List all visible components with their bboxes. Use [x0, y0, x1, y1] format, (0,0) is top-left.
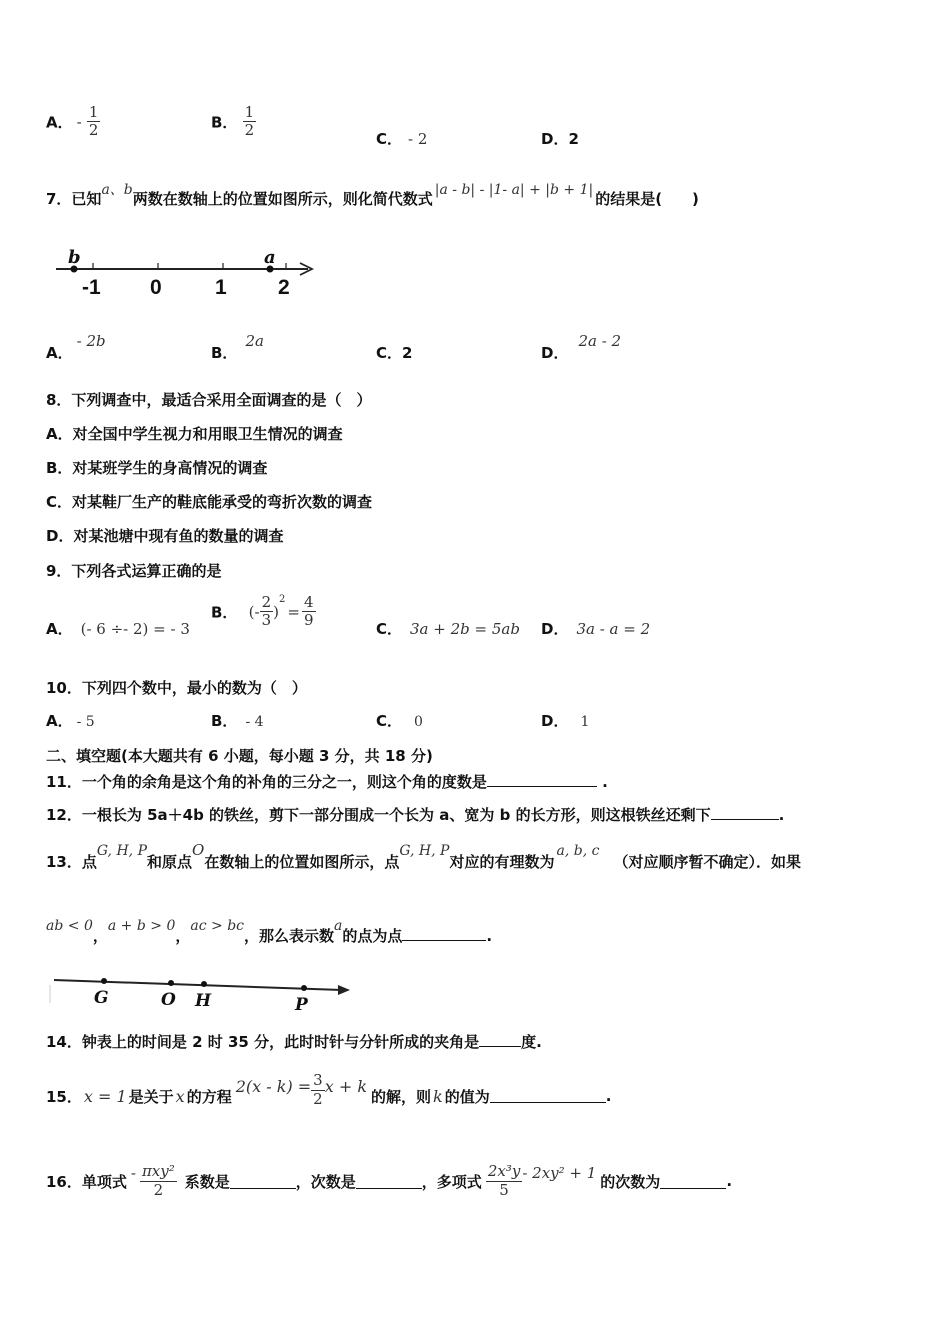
- point-label-p: P: [295, 995, 308, 1014]
- q7-stem: 7．已知a、b两数在数轴上的位置如图所示，则化简代数式 |a - b| - |1- a| + |b + 1| 的结果是( ): [46, 182, 699, 208]
- q9-option-c: C． 3a + 2b = 5ab: [376, 620, 520, 638]
- q9-stem: 9．下列各式运算正确的是: [46, 562, 222, 580]
- point-g: [101, 978, 107, 984]
- q7-option-b: B．2a: [211, 332, 264, 362]
- tick-label: 0: [150, 276, 162, 299]
- answer-blank[interactable]: [660, 1187, 726, 1189]
- q13-line1: 13．点G, H, P和原点O在数轴上的位置如图所示，点G, H, P对应的有理数为a, b, c（对应顺序暂不确定）．如果: [46, 841, 801, 871]
- q7-option-c: C．2: [376, 344, 413, 362]
- answer-blank[interactable]: [356, 1187, 422, 1189]
- q9-option-a: A． (- 6 ÷- 2) = - 3: [46, 620, 190, 638]
- q13-line2: ab < 0，a + b > 0，ac > bc，那么表示数a的点为点 .: [46, 918, 493, 945]
- q10-option-b: B． - 4: [211, 712, 264, 730]
- answer-blank[interactable]: [230, 1187, 296, 1189]
- q8-option-c: C．对某鞋厂生产的鞋底能承受的弯折次数的调查: [46, 493, 373, 511]
- point-label-o: O: [161, 990, 176, 1010]
- fraction: $\frac{\text{2x³y}}{5}$: [487, 1162, 521, 1199]
- q8-stem: 8．下列调查中，最适合采用全面调查的是（ ）: [46, 391, 372, 409]
- q16: 16．单项式 - $\frac{\text{πxy²}}{2}$ 系数是 ，次数是 ，多项式 $\frac{\text{2x³y}}{5}$ - 2xy² + 1 的次数为 .: [46, 1162, 733, 1199]
- fraction: $\frac{1}{2}$: [244, 103, 255, 140]
- q11: 11．一个角的余角是这个角的补角的三分之一，则这个角的度数是 .: [46, 773, 608, 791]
- q7-number-line: [50, 246, 320, 302]
- q6-option-a: A． - $\frac{1}{2}$: [46, 103, 99, 140]
- q14: 14．钟表上的时间是 2 时 35 分，此时时针与分针所成的夹角是 度.: [46, 1033, 542, 1051]
- fraction: $\frac{3}{2}$: [313, 1071, 323, 1108]
- answer-blank[interactable]: [490, 1101, 606, 1103]
- answer-blank[interactable]: [402, 939, 486, 941]
- q8-option-a: A．对全国中学生视力和用眼卫生情况的调查: [46, 425, 343, 443]
- point-p: [301, 985, 307, 991]
- answer-blank[interactable]: [479, 1045, 521, 1047]
- tick-label: 2: [278, 276, 290, 299]
- q7-option-a: A．- 2b: [46, 332, 106, 362]
- q6-option-c: C． - 2: [376, 130, 428, 148]
- point-o: [168, 980, 174, 986]
- answer-blank[interactable]: [711, 818, 779, 820]
- q10-stem: 10．下列四个数中，最小的数为（ ）: [46, 679, 307, 697]
- q7-option-d: D．2a - 2: [541, 332, 622, 362]
- q8-option-d: D．对某池塘中现有鱼的数量的调查: [46, 527, 284, 545]
- fraction: $\frac{1}{2}$: [88, 103, 99, 140]
- point-label-b: b: [68, 247, 81, 268]
- q10-option-c: C． 0: [376, 712, 423, 730]
- q8-option-b: B．对某班学生的身高情况的调查: [46, 459, 268, 477]
- point-label-g: G: [94, 988, 109, 1008]
- point-h: [201, 981, 207, 987]
- q9-option-d: D． 3a - a = 2: [541, 620, 651, 638]
- arrow-icon: [338, 985, 350, 995]
- section-heading: 二、填空题(本大题共有 6 小题，每小题 3 分，共 18 分): [46, 747, 433, 765]
- fraction: $\frac{\text{πxy²}}{2}$: [141, 1162, 175, 1199]
- point-label-a: a: [264, 247, 276, 268]
- q6-option-d: D．2: [541, 130, 579, 148]
- tick-label: -1: [82, 276, 101, 299]
- q6-option-b: B． $\frac{1}{2}$: [211, 103, 255, 140]
- fraction: $\frac{4}{9}$: [303, 593, 314, 630]
- q10-option-a: A． - 5: [46, 712, 95, 730]
- q12: 12．一根长为 5a＋4b 的铁丝，剪下一部分围成一个长为 a、宽为 b 的长方形，则这根铁丝还剩下 .: [46, 806, 785, 824]
- point-label-h: H: [195, 991, 212, 1011]
- answer-blank[interactable]: [487, 785, 597, 787]
- tick-label: 1: [215, 276, 227, 299]
- fraction: $\frac{2}{3}$: [261, 593, 272, 630]
- q15: 15． x = 1 是关于 x 的方程 2(x - k) = $\frac{3}{2}$ x + k 的解，则 k 的值为 .: [46, 1071, 612, 1108]
- q10-option-d: D． 1: [541, 712, 590, 730]
- q9-option-b: B． (- $\frac{2}{3}$ )$^2$= $\frac{4}{9}$: [211, 593, 314, 630]
- q13-number-line: [44, 970, 354, 1014]
